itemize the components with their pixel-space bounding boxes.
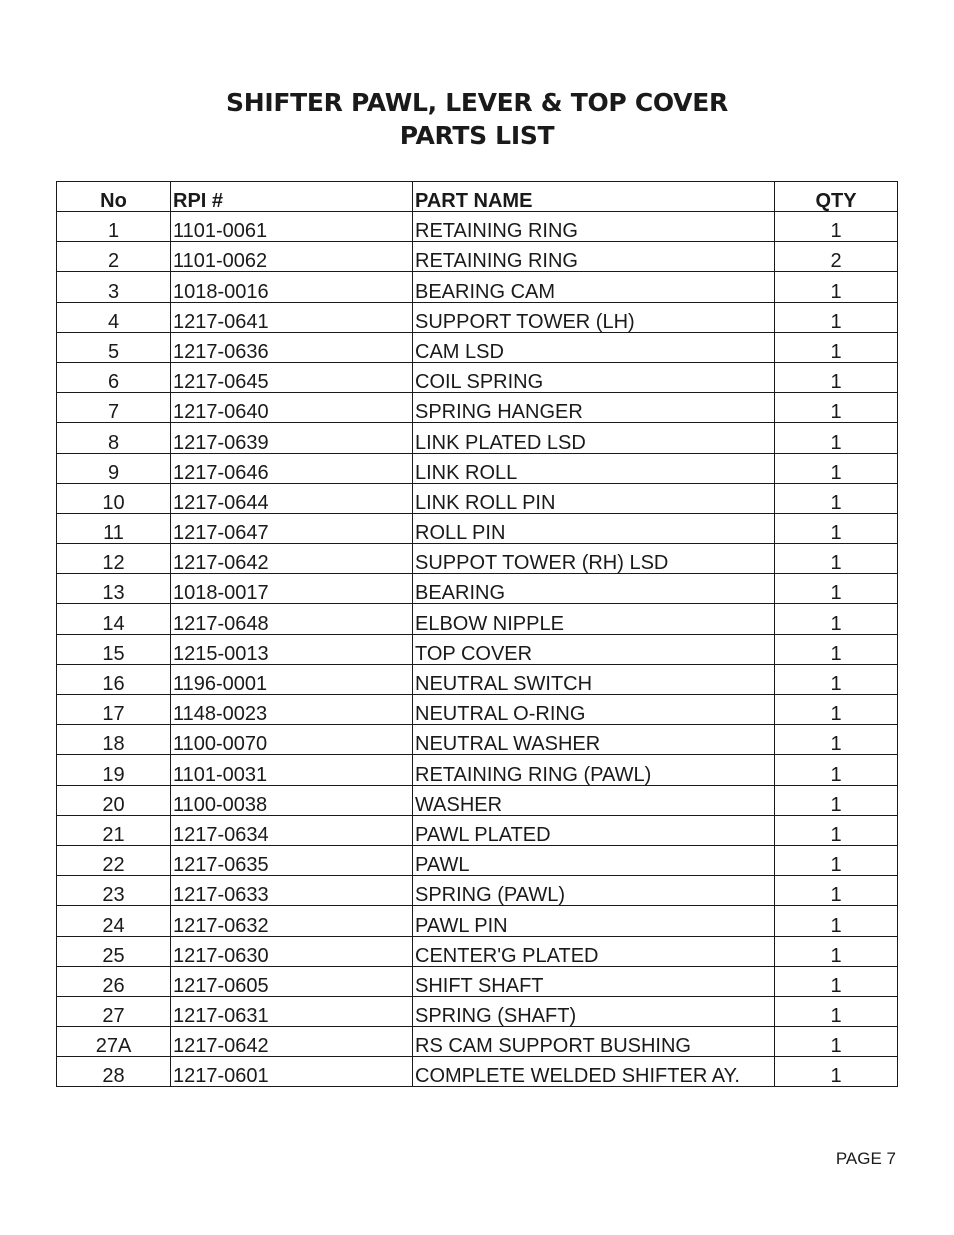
cell-no: 16 (57, 664, 171, 694)
cell-no: 4 (57, 302, 171, 332)
cell-rpi: 1217-0636 (171, 332, 413, 362)
cell-qty: 1 (775, 423, 898, 453)
cell-rpi: 1217-0644 (171, 483, 413, 513)
table-row (57, 393, 898, 423)
cell-no: 18 (57, 725, 171, 755)
cell-qty: 1 (775, 785, 898, 815)
cell-rpi: 1217-0632 (171, 906, 413, 936)
page-number: PAGE 7 (835, 1149, 896, 1168)
cell-qty: 1 (775, 272, 898, 302)
table-row (57, 604, 898, 634)
cell-no: 26 (57, 966, 171, 996)
cell-qty: 1 (775, 483, 898, 513)
cell-part-name: CAM LSD (413, 332, 775, 362)
table-row (57, 242, 898, 272)
table-row (57, 845, 898, 875)
cell-qty: 1 (775, 362, 898, 392)
cell-part-name: BEARING CAM (413, 272, 775, 302)
cell-part-name: TOP COVER (413, 634, 775, 664)
table-row (57, 996, 898, 1026)
cell-rpi: 1217-0648 (171, 604, 413, 634)
cell-qty: 1 (775, 302, 898, 332)
cell-rpi: 1217-0634 (171, 815, 413, 845)
cell-rpi: 1217-0647 (171, 513, 413, 543)
table-row (57, 876, 898, 906)
cell-no: 1 (57, 212, 171, 242)
cell-part-name: LINK ROLL PIN (413, 483, 775, 513)
cell-qty: 1 (775, 604, 898, 634)
cell-part-name: SPRING (PAWL) (413, 876, 775, 906)
table-row (57, 1027, 898, 1057)
cell-part-name: RS CAM SUPPORT BUSHING (413, 1027, 775, 1057)
cell-part-name: CENTER'G PLATED (413, 936, 775, 966)
cell-part-name: NEUTRAL WASHER (413, 725, 775, 755)
cell-rpi: 1217-0645 (171, 362, 413, 392)
cell-rpi: 1217-0640 (171, 393, 413, 423)
cell-rpi: 1217-0642 (171, 544, 413, 574)
cell-qty: 1 (775, 845, 898, 875)
table-row (57, 966, 898, 996)
cell-qty: 1 (775, 815, 898, 845)
cell-no: 6 (57, 362, 171, 392)
cell-no: 11 (57, 513, 171, 543)
table-row (57, 695, 898, 725)
table-row (57, 483, 898, 513)
cell-no: 24 (57, 906, 171, 936)
table-row (57, 574, 898, 604)
cell-qty: 1 (775, 876, 898, 906)
cell-part-name: LINK ROLL (413, 453, 775, 483)
table-row (57, 1057, 898, 1087)
cell-no: 12 (57, 544, 171, 574)
cell-part-name: WASHER (413, 785, 775, 815)
table-row (57, 634, 898, 664)
cell-part-name: SUPPORT TOWER (LH) (413, 302, 775, 332)
table-row (57, 664, 898, 694)
cell-no: 25 (57, 936, 171, 966)
table-row (57, 906, 898, 936)
table-row (57, 362, 898, 392)
cell-no: 10 (57, 483, 171, 513)
cell-no: 9 (57, 453, 171, 483)
cell-qty: 1 (775, 574, 898, 604)
cell-part-name: RETAINING RING (413, 242, 775, 272)
cell-no: 27A (57, 1027, 171, 1057)
cell-part-name: SPRING HANGER (413, 393, 775, 423)
table-row (57, 272, 898, 302)
cell-rpi: 1100-0070 (171, 725, 413, 755)
cell-qty: 1 (775, 513, 898, 543)
cell-no: 15 (57, 634, 171, 664)
page-title (0, 86, 954, 152)
cell-part-name: COIL SPRING (413, 362, 775, 392)
header-rpi: RPI # (171, 182, 413, 212)
cell-qty: 1 (775, 544, 898, 574)
cell-qty: 1 (775, 725, 898, 755)
cell-rpi: 1217-0630 (171, 936, 413, 966)
table-row (57, 815, 898, 845)
cell-no: 3 (57, 272, 171, 302)
cell-part-name: SHIFT SHAFT (413, 966, 775, 996)
cell-no: 21 (57, 815, 171, 845)
table-row (57, 423, 898, 453)
cell-part-name: COMPLETE WELDED SHIFTER AY. (413, 1057, 775, 1087)
cell-qty: 1 (775, 936, 898, 966)
header-qty: QTY (775, 182, 898, 212)
table-row (57, 785, 898, 815)
cell-no: 17 (57, 695, 171, 725)
cell-part-name: LINK PLATED LSD (413, 423, 775, 453)
cell-rpi: 1217-0605 (171, 966, 413, 996)
table-row (57, 332, 898, 362)
cell-qty: 1 (775, 1027, 898, 1057)
cell-qty: 1 (775, 332, 898, 362)
cell-rpi: 1217-0633 (171, 876, 413, 906)
table-row (57, 513, 898, 543)
title-line-1: SHIFTER PAWL, LEVER & TOP COVER (226, 88, 728, 117)
cell-rpi: 1217-0639 (171, 423, 413, 453)
cell-no: 28 (57, 1057, 171, 1087)
cell-no: 20 (57, 785, 171, 815)
cell-rpi: 1215-0013 (171, 634, 413, 664)
cell-qty: 1 (775, 1057, 898, 1087)
cell-qty: 1 (775, 906, 898, 936)
cell-qty: 1 (775, 996, 898, 1026)
cell-no: 19 (57, 755, 171, 785)
cell-qty: 1 (775, 695, 898, 725)
cell-rpi: 1100-0038 (171, 785, 413, 815)
cell-part-name: BEARING (413, 574, 775, 604)
header-part-name: PART NAME (413, 182, 775, 212)
cell-part-name: RETAINING RING (PAWL) (413, 755, 775, 785)
cell-part-name: NEUTRAL SWITCH (413, 664, 775, 694)
cell-part-name: PAWL PIN (413, 906, 775, 936)
cell-rpi: 1101-0062 (171, 242, 413, 272)
table-row (57, 453, 898, 483)
cell-no: 14 (57, 604, 171, 634)
cell-rpi: 1217-0631 (171, 996, 413, 1026)
cell-qty: 1 (775, 393, 898, 423)
cell-qty: 1 (775, 664, 898, 694)
cell-rpi: 1148-0023 (171, 695, 413, 725)
table-row (57, 544, 898, 574)
cell-rpi: 1018-0016 (171, 272, 413, 302)
cell-rpi: 1101-0061 (171, 212, 413, 242)
cell-part-name: PAWL PLATED (413, 815, 775, 845)
table-header-row (57, 182, 898, 212)
header-no: No (57, 182, 171, 212)
parts-table-body (57, 212, 898, 1087)
cell-qty: 1 (775, 755, 898, 785)
cell-part-name: RETAINING RING (413, 212, 775, 242)
table-row (57, 212, 898, 242)
cell-qty: 2 (775, 242, 898, 272)
cell-no: 5 (57, 332, 171, 362)
table-row (57, 302, 898, 332)
cell-part-name: PAWL (413, 845, 775, 875)
cell-no: 27 (57, 996, 171, 1026)
cell-no: 13 (57, 574, 171, 604)
cell-rpi: 1217-0642 (171, 1027, 413, 1057)
cell-rpi: 1217-0635 (171, 845, 413, 875)
cell-rpi: 1018-0017 (171, 574, 413, 604)
cell-part-name: SPRING (SHAFT) (413, 996, 775, 1026)
table-row (57, 936, 898, 966)
cell-no: 7 (57, 393, 171, 423)
table-row (57, 755, 898, 785)
cell-no: 8 (57, 423, 171, 453)
parts-table (56, 181, 898, 1087)
cell-rpi: 1101-0031 (171, 755, 413, 785)
cell-part-name: ROLL PIN (413, 513, 775, 543)
cell-rpi: 1196-0001 (171, 664, 413, 694)
cell-rpi: 1217-0601 (171, 1057, 413, 1087)
cell-part-name: NEUTRAL O-RING (413, 695, 775, 725)
cell-rpi: 1217-0646 (171, 453, 413, 483)
cell-qty: 1 (775, 453, 898, 483)
cell-part-name: SUPPOT TOWER (RH) LSD (413, 544, 775, 574)
table-row (57, 725, 898, 755)
cell-no: 2 (57, 242, 171, 272)
cell-rpi: 1217-0641 (171, 302, 413, 332)
cell-part-name: ELBOW NIPPLE (413, 604, 775, 634)
cell-qty: 1 (775, 634, 898, 664)
cell-qty: 1 (775, 966, 898, 996)
cell-no: 23 (57, 876, 171, 906)
title-line-2: PARTS LIST (399, 121, 555, 150)
cell-no: 22 (57, 845, 171, 875)
cell-qty: 1 (775, 212, 898, 242)
